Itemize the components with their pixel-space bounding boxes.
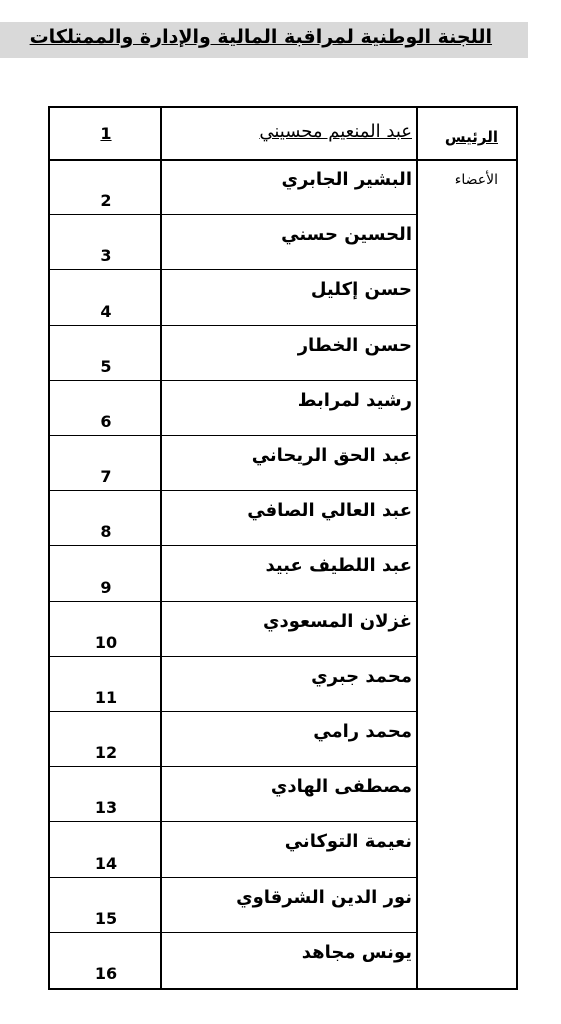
table-row — [50, 269, 418, 324]
member-name: رشيد لمرابط — [297, 389, 412, 411]
member-name: محمد جبري — [311, 665, 412, 687]
row-number: 11 — [94, 687, 118, 707]
member-name: عبد اللطيف عبيد — [265, 555, 412, 577]
table-row — [50, 159, 418, 214]
table-row — [50, 821, 418, 876]
table-row — [50, 711, 418, 766]
row-number: 10 — [94, 632, 118, 652]
member-name: نور الدين الشرقاوي — [236, 886, 412, 908]
row-number: 9 — [100, 577, 112, 597]
member-name: محمد رامي — [313, 721, 412, 742]
row-number: 8 — [100, 522, 112, 542]
row-number: 12 — [94, 743, 118, 763]
role-chair-label: الرئيس — [444, 128, 498, 146]
row-number: 2 — [100, 191, 112, 211]
row-number: 1 — [100, 124, 112, 143]
row-number: 4 — [100, 301, 112, 321]
table-row — [50, 545, 418, 600]
member-name: غزلان المسعودي — [262, 610, 412, 632]
table-row — [50, 932, 418, 987]
table-row — [50, 108, 418, 159]
table-row — [50, 601, 418, 656]
row-number: 16 — [94, 963, 118, 983]
member-name: البشير الجابري — [281, 169, 412, 190]
member-name: حسن إكليل — [310, 279, 412, 301]
table-row — [50, 214, 418, 269]
member-name: الحسين حسني — [281, 224, 412, 246]
title-bar — [0, 22, 528, 58]
row-number: 3 — [100, 246, 112, 266]
table-row — [50, 435, 418, 490]
row-number: 5 — [100, 356, 112, 376]
member-name: عبد المنعيم محسيني — [259, 121, 412, 142]
member-name: عبد الحق الريحاني — [251, 445, 412, 466]
table-row — [50, 325, 418, 380]
table-row — [50, 490, 418, 545]
role-members-label: الأعضاء — [454, 172, 498, 188]
row-number: 6 — [100, 411, 112, 431]
member-name: مصطفى الهادي — [270, 776, 412, 798]
member-name: حسن الخطار — [297, 334, 412, 356]
document-title: اللجنة الوطنية لمراقبة المالية والإدارة والممتلكات — [29, 26, 492, 48]
table-row — [50, 656, 418, 711]
member-name: عبد العالي الصافي — [247, 500, 412, 522]
member-name: نعيمة التوكاني — [284, 831, 412, 853]
table-row — [50, 380, 418, 435]
row-number: 7 — [100, 467, 112, 487]
row-number: 15 — [94, 908, 118, 928]
member-name: يونس مجاهد — [301, 941, 412, 963]
row-number: 13 — [94, 798, 118, 818]
row-number: 14 — [94, 853, 118, 873]
table-row — [50, 766, 418, 821]
members-table — [48, 106, 518, 990]
table-row — [50, 877, 418, 932]
